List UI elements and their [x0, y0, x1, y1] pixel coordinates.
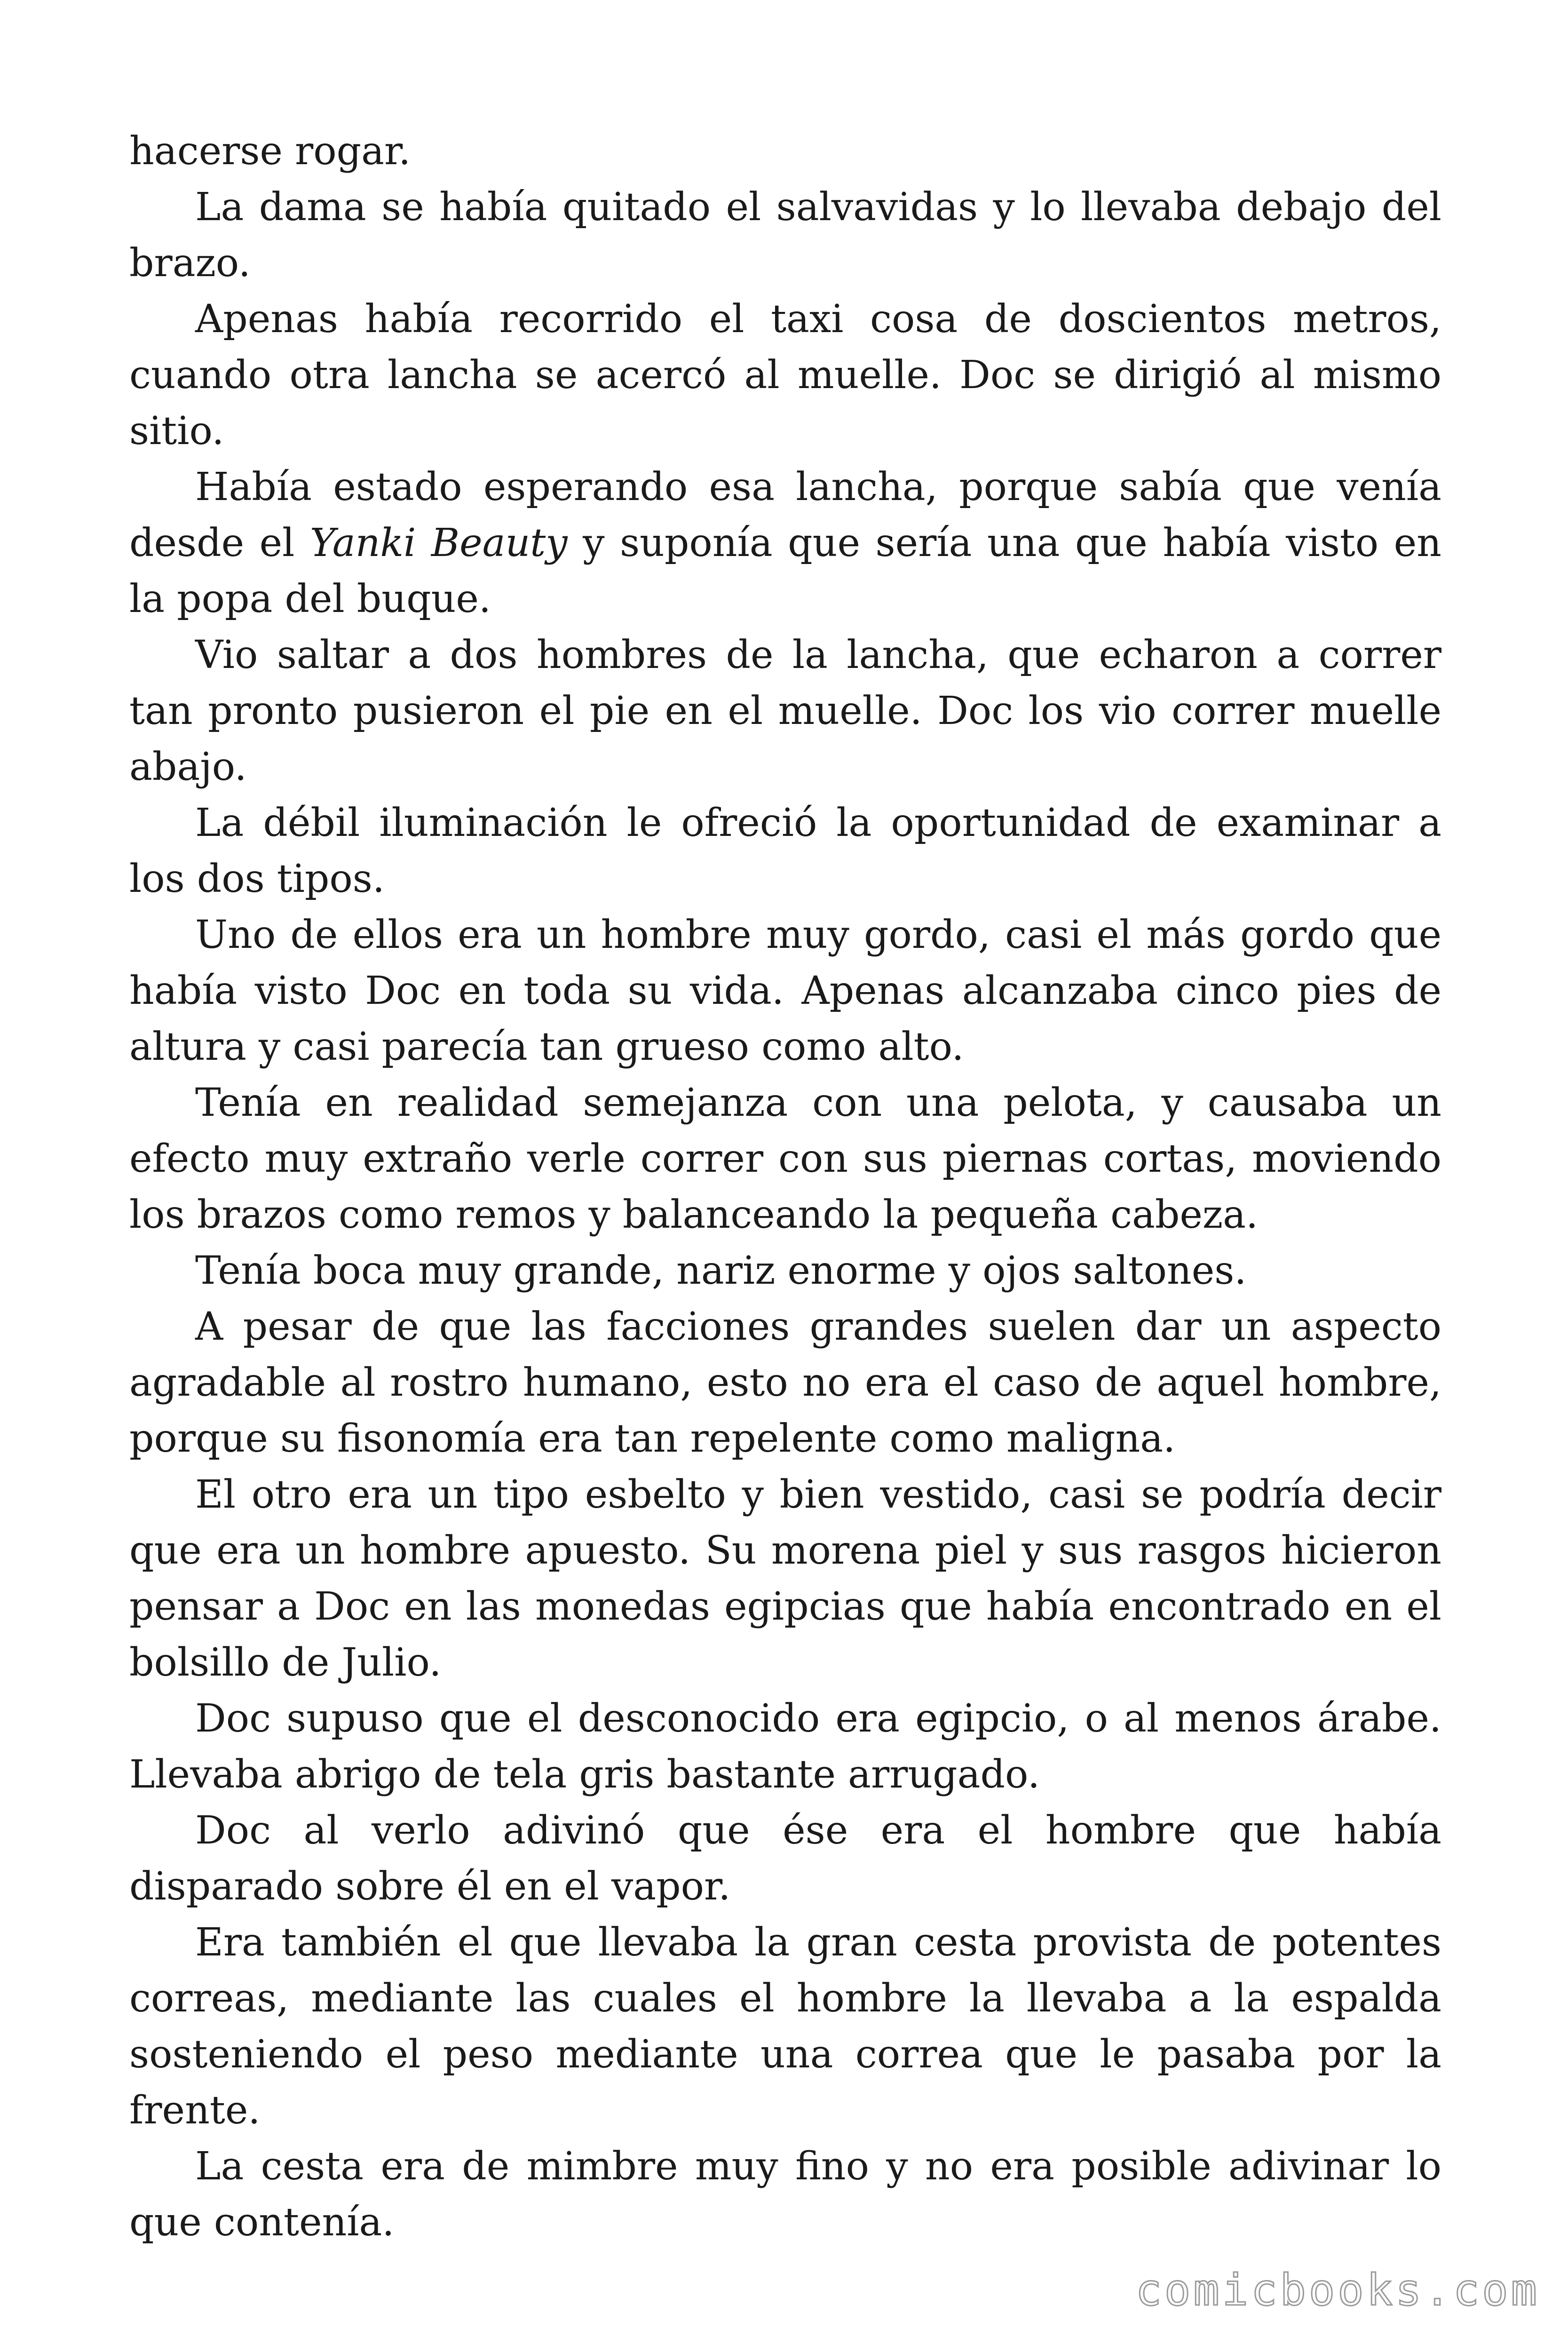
- paragraph-1: hacerse rogar.: [129, 129, 411, 174]
- paragraph-13: Doc al verlo adivinó que ése era el hombre que había disparado sobre él en el vapor.: [129, 1808, 1441, 1909]
- paragraph-7: Uno de ellos era un hombre muy gordo, casi el más gordo que había visto Doc en toda su vida. Apenas alcanzaba cinco pies de altura y casi parecía tan grueso como alto.: [129, 913, 1441, 1069]
- paragraph-14: Era también el que llevaba la gran cesta provista de potentes correas, mediante las cuales el hombre la llevaba a la espalda sosteniendo el peso mediante una correa que le pasaba por la frente.: [129, 1920, 1441, 2133]
- paragraph-11: El otro era un tipo esbelto y bien vestido, casi se podría decir que era un hombre apuesto. Su morena piel y sus rasgos hicieron pensar a Doc en las monedas egipcias que había encontrado en el bolsillo de Julio.: [129, 1472, 1441, 1685]
- paragraph-3: Apenas había recorrido el taxi cosa de doscientos metros, cuando otra lancha se acercó al muelle. Doc se dirigió al mismo sitio.: [129, 297, 1441, 453]
- paragraph-8: Tenía en realidad semejanza con una pelota, y causaba un efecto muy extraño verle correr con sus piernas cortas, moviendo los brazos como remos y balanceando la pequeña cabeza.: [129, 1081, 1441, 1237]
- paragraph-9: Tenía boca muy grande, nariz enorme y ojos saltones.: [195, 1248, 1247, 1293]
- paragraph-4-text-after: y suponía que sería una que había visto en la popa del buque.: [129, 521, 1441, 621]
- paragraph-5: Vio saltar a dos hombres de la lancha, que echaron a correr tan pronto pusieron el pie en el muelle. Doc los vio correr muelle abajo.: [129, 633, 1441, 789]
- paragraph-4-text-before: Había estado esperando esa lancha, porque sabía que venía desde el: [129, 465, 1441, 565]
- paragraph-6: La débil iluminación le ofreció la oportunidad de examinar a los dos tipos.: [129, 801, 1441, 901]
- paragraph-12: Doc supuso que el desconocido era egipcio, o al menos árabe. Llevaba abrigo de tela gris bastante arrugado.: [129, 1696, 1441, 1797]
- paragraph-15: La cesta era de mimbre muy fino y no era posible adivinar lo que contenía.: [129, 2144, 1441, 2245]
- ship-name-italic: Yanki Beauty: [309, 521, 568, 565]
- paragraph-10: A pesar de que las facciones grandes suelen dar un aspecto agradable al rostro humano, esto no era el caso de aquel hombre, porque su fisonomía era tan repelente como maligna.: [129, 1304, 1441, 1461]
- paragraph-2: La dama se había quitado el salvavidas y lo llevaba debajo del brazo.: [129, 185, 1441, 286]
- body-text: [129, 123, 1441, 2250]
- paragraph-4: [129, 459, 1441, 627]
- site-watermark: comicbooks.com: [1135, 2265, 1540, 2315]
